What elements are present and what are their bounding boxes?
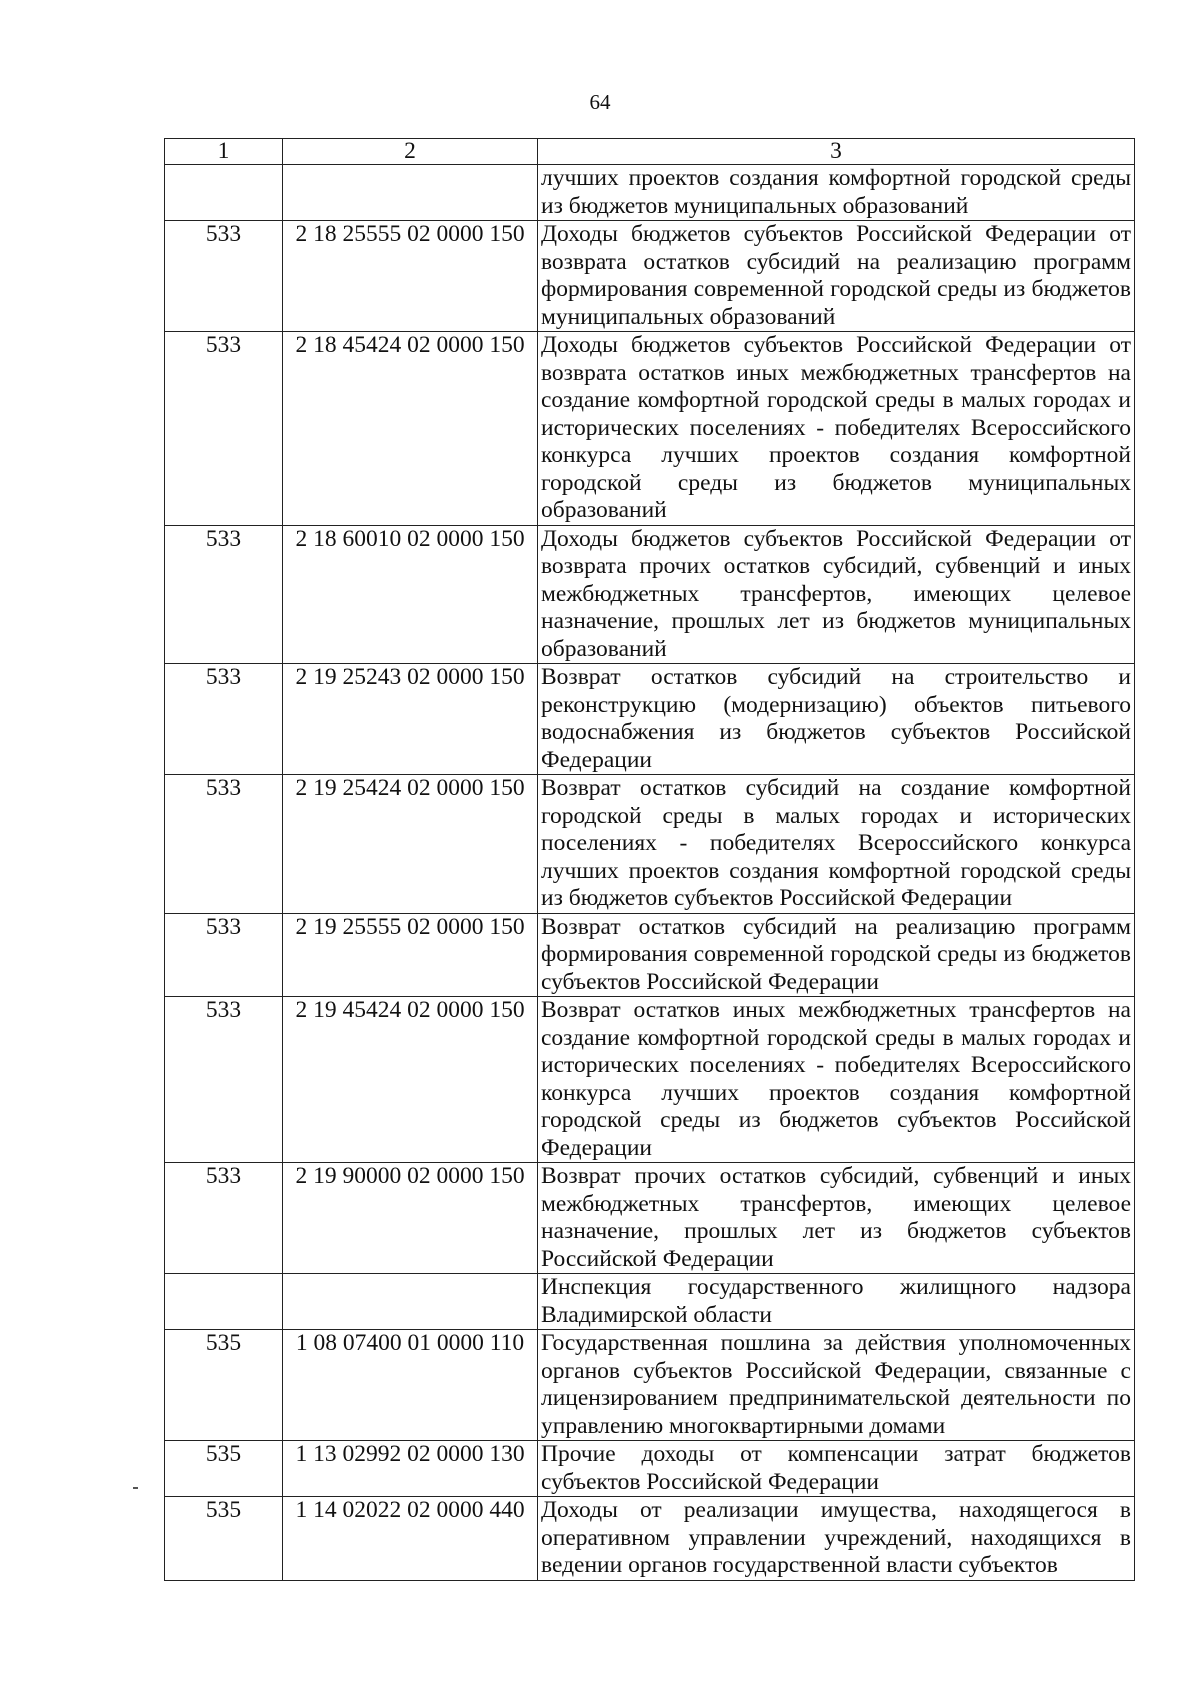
admin-code-cell: 533	[165, 525, 283, 664]
admin-code-cell: 533	[165, 332, 283, 526]
admin-code-cell: 535	[165, 1330, 283, 1441]
revenue-description-cell: Возврат прочих остатков субсидий, субвенций и иных межбюджетных трансфертов, имеющих целевое назначение, прошлых лет из бюджетов субъектов Российской Федерации	[538, 1163, 1135, 1274]
admin-code-cell: 535	[165, 1497, 283, 1581]
admin-code-cell: 533	[165, 1163, 283, 1274]
revenue-description-cell: Государственная пошлина за действия уполномоченных органов субъектов Российской Федерации, связанные с лицензированием предпринимательской деятельности по управлению многоквартирными домами	[538, 1330, 1135, 1441]
table-row	[165, 221, 1135, 332]
revenue-description-cell: Возврат остатков иных межбюджетных трансфертов на создание комфортной городской среды в малых городах и исторических поселениях - победителях Всероссийского конкурса лучших проектов создания комфортной городской среды из бюджетов субъектов Российской Федерации	[538, 997, 1135, 1163]
admin-code-cell: 533	[165, 913, 283, 997]
budget-code-cell: 2 19 25243 02 0000 150	[283, 664, 538, 775]
revenue-classification-table	[164, 138, 1135, 1581]
revenue-description-cell: Доходы бюджетов субъектов Российской Федерации от возврата остатков субсидий на реализацию программ формирования современной городской среды из бюджетов муниципальных образований	[538, 221, 1135, 332]
budget-code-cell: 2 19 45424 02 0000 150	[283, 997, 538, 1163]
table-row	[165, 997, 1135, 1163]
budget-code-cell: 2 19 90000 02 0000 150	[283, 1163, 538, 1274]
budget-code-cell: 1 14 02022 02 0000 440	[283, 1497, 538, 1581]
table-row	[165, 525, 1135, 664]
table-header-row	[165, 139, 1135, 165]
revenue-description-cell: Прочие доходы от компенсации затрат бюджетов субъектов Российской Федерации	[538, 1441, 1135, 1497]
column-header-3: 3	[538, 139, 1135, 165]
column-header-2: 2	[283, 139, 538, 165]
scan-mark	[133, 1487, 138, 1489]
budget-code-cell: 2 18 45424 02 0000 150	[283, 332, 538, 526]
admin-code-cell: 533	[165, 775, 283, 914]
table-row	[165, 664, 1135, 775]
budget-code-cell: 2 18 60010 02 0000 150	[283, 525, 538, 664]
table-body	[165, 165, 1135, 1581]
budget-code-cell	[283, 1274, 538, 1330]
budget-code-cell: 2 18 25555 02 0000 150	[283, 221, 538, 332]
section-heading-cell: Инспекция государственного жилищного надзора Владимирской области	[538, 1274, 1135, 1330]
admin-code-cell	[165, 1274, 283, 1330]
admin-code-cell: 533	[165, 664, 283, 775]
admin-code-cell: 533	[165, 221, 283, 332]
admin-code-cell: 535	[165, 1441, 283, 1497]
revenue-description-cell: Доходы бюджетов субъектов Российской Федерации от возврата остатков иных межбюджетных трансфертов на создание комфортной городской среды в малых городах и исторических поселениях - победителях Всероссийского конкурса лучших проектов создания комфортной городской среды из бюджетов муниципальных образований	[538, 332, 1135, 526]
revenue-description-cell: лучших проектов создания комфортной городской среды из бюджетов муниципальных образований	[538, 165, 1135, 221]
table-row	[165, 775, 1135, 914]
revenue-description-cell: Доходы бюджетов субъектов Российской Федерации от возврата прочих остатков субсидий, субвенций и иных межбюджетных трансфертов, имеющих целевое назначение, прошлых лет из бюджетов муниципальных образований	[538, 525, 1135, 664]
revenue-description-cell: Возврат остатков субсидий на создание комфортной городской среды в малых городах и исторических поселениях - победителях Всероссийского конкурса лучших проектов создания комфортной городской среды из бюджетов субъектов Российской Федерации	[538, 775, 1135, 914]
table-row	[165, 1330, 1135, 1441]
table-row	[165, 332, 1135, 526]
revenue-description-cell: Возврат остатков субсидий на строительство и реконструкцию (модернизацию) объектов питьевого водоснабжения из бюджетов субъектов Российской Федерации	[538, 664, 1135, 775]
table-row	[165, 1274, 1135, 1330]
column-header-1: 1	[165, 139, 283, 165]
table-row	[165, 1441, 1135, 1497]
budget-code-cell: 2 19 25555 02 0000 150	[283, 913, 538, 997]
table-row	[165, 913, 1135, 997]
page-number: 64	[589, 90, 611, 114]
table-row	[165, 1163, 1135, 1274]
budget-code-cell: 1 08 07400 01 0000 110	[283, 1330, 538, 1441]
budget-code-cell: 2 19 25424 02 0000 150	[283, 775, 538, 914]
budget-code-cell: 1 13 02992 02 0000 130	[283, 1441, 538, 1497]
admin-code-cell	[165, 165, 283, 221]
table-row	[165, 1497, 1135, 1581]
admin-code-cell: 533	[165, 997, 283, 1163]
budget-code-cell	[283, 165, 538, 221]
revenue-description-cell: Доходы от реализации имущества, находящегося в оперативном управлении учреждений, находящихся в ведении органов государственной власти субъектов	[538, 1497, 1135, 1581]
table-row	[165, 165, 1135, 221]
revenue-description-cell: Возврат остатков субсидий на реализацию программ формирования современной городской среды из бюджетов субъектов Российской Федерации	[538, 913, 1135, 997]
